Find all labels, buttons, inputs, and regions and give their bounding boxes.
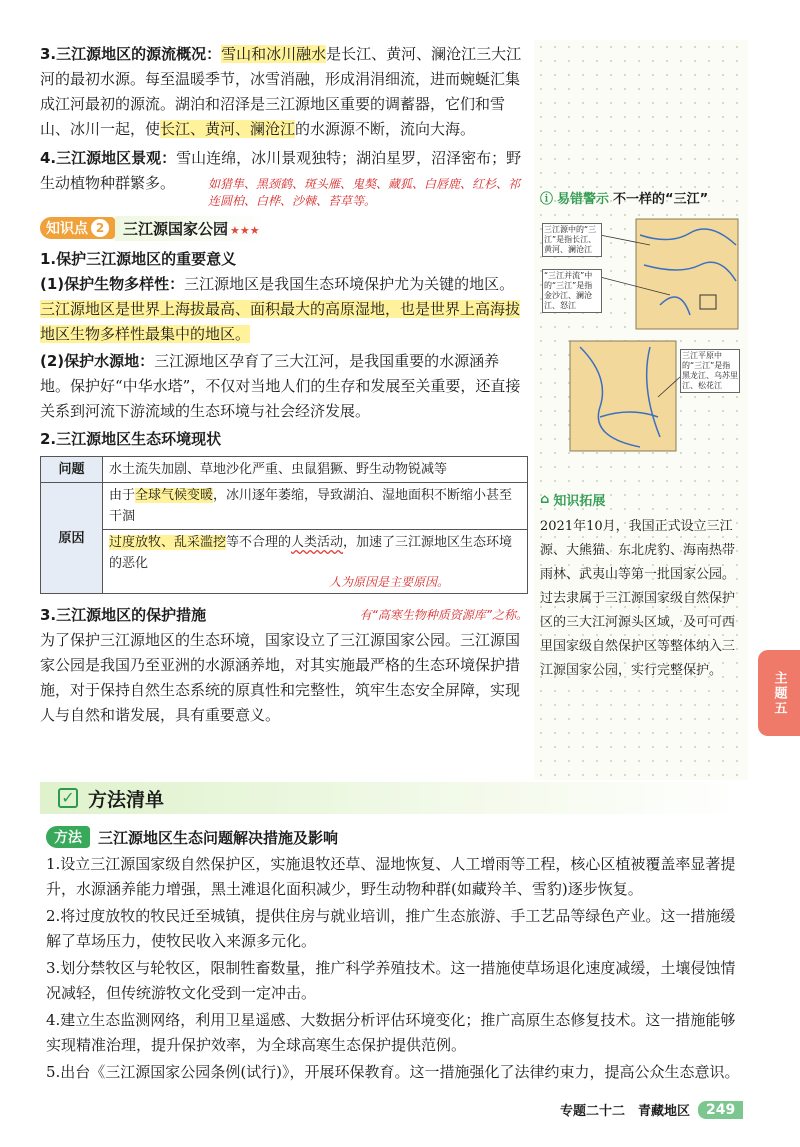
page-number: 249 [698, 1101, 743, 1119]
paragraph-protection-measures: 为了保护三江源地区的生态环境，国家设立了三江源国家公园。三江源国家公园是我国乃至亚洲的水源涵养地，对其实施最严格的生态环境保护措施，对于保持自然生态系统的原真性和完整性，筑牢生态安全屏障，实现人与自然和谐发展，具有重要意义。 [40, 631, 521, 724]
table-row [41, 457, 528, 483]
list-item: 1.设立三江源国家级自然保护区，实施退牧还草、湿地恢复、人工增雨等工程，核心区植被覆盖率显著提升，水源涵养能力增强，黑土滩退化面积减少，野生动物种群(如藏羚羊、雪豹)逐步恢复。 [46, 855, 736, 898]
method-subheader [46, 826, 338, 848]
body-text: 雪山连绵，冰川景观独特；湖泊星罗，沼泽密布；野生动植物种群繁多。 [40, 149, 522, 192]
cell-text: 等不合理的 [226, 535, 292, 550]
list-item: 2.将过度放牧的牧民迁至城镇，提供住房与就业培训，推广生态旅游、手工艺品等绿色产业。这一措施缓解了草场压力，使牧民收入来源多元化。 [46, 907, 736, 950]
section-title: 2.三江源地区生态环境现状 [40, 430, 222, 448]
paragraph-source-overview [40, 42, 528, 142]
method-items [46, 852, 746, 1087]
handwritten-note-human-cause: 人为原因是主要原因。 [329, 575, 450, 589]
knowledge-point-title-text: 三江源国家公园 [123, 219, 229, 238]
footer-section-title: 专题二十二 青藏地区 [560, 1104, 691, 1119]
cell-text: 由于 [109, 488, 136, 503]
knowledge-point-tag-label: 知识点 [46, 221, 88, 237]
knowledge-extension-box [540, 490, 744, 683]
extension-icon: ⌂ [540, 492, 550, 507]
cell-text: ，冰川逐年萎缩，导致湖泊、湿地面积不断缩小甚至干涸 [109, 488, 513, 524]
paragraph-label: (1)保护生物多样性： [40, 275, 185, 293]
highlight-text: 三江源地区是世界上海拔最高、面积最大的高原湿地，也是世界上高海拔地区生物多样性最集中的地区。 [40, 300, 521, 343]
highlight-text: 雪山和冰川融水 [221, 45, 327, 63]
main-column [40, 42, 528, 730]
paragraph-label: (2)保护水源地： [40, 352, 155, 370]
paragraph-label: 3.三江源地区的源流概况： [40, 45, 222, 63]
method-tag: 方法 [46, 826, 90, 848]
section-header-row [40, 602, 528, 628]
knowledge-point-tag [40, 217, 115, 239]
table-header: 问题 [41, 457, 103, 483]
status-table [40, 456, 528, 594]
paragraph-water-source [40, 349, 528, 424]
side-column [534, 40, 748, 780]
star-rating: ★★★ [230, 223, 260, 237]
extension-text: 2021年10月，我国正式设立三江源、大熊猫、东北虎豹、海南热带雨林、武夷山等第一批国家公园。过去隶属于三江源国家级自然保护区的三大江河源头区域，及可可西里国家级自然保护区等整体纳入三江源国家公园，实行完整保护。 [540, 519, 736, 678]
theme-tab[interactable]: 主题五 [758, 650, 800, 736]
paragraph-label: 4.三江源地区景观： [40, 149, 177, 167]
warning-title: 不一样的“三江” [613, 192, 709, 207]
extension-tag: 知识拓展 [553, 494, 606, 509]
underlined-text: 人类活动 [291, 535, 344, 550]
body-text: 是长江、黄河、澜沧江三大江河的最初水源。每至温暖季节，冰雪消融，形成涓涓细流，进而蜿蜒汇集成江河最初的源流。湖泊和沼泽是三江源地区重要的调蓄器，它们和雪山、冰川一起，使 [40, 45, 522, 138]
method-title: 三江源地区生态问题解决措施及影响 [98, 828, 339, 847]
section-title: 3.三江源地区的保护措施 [40, 606, 207, 624]
table-row [41, 530, 528, 594]
list-item: 4.建立生态监测网络，利用卫星遥感、大数据分析评估环境变化；推广高原生态修复技术。这一措施能够实现精准治理，提升保护效率，为全球高寒生态保护提供范例。 [46, 1011, 736, 1054]
map-three-rivers-plain [540, 337, 740, 455]
handwritten-note-species: 如猎隼、黑颈鹤、斑头雁、鬼獒、藏狐、白唇鹿、红杉、祁连圆柏、白桦、沙棘、苔草等。 [208, 177, 521, 208]
list-item: 3.划分禁牧区与轮牧区，限制牲畜数量，推广科学养殖技术。这一措施使草场退化速度减缓，土壤侵蚀情况减轻，但传统游牧文化受到一定冲击。 [46, 959, 736, 1002]
table-row [41, 483, 528, 530]
page-footer [560, 1100, 743, 1119]
map-label: “三江并流”中的“三江”是指金沙江、澜沧江、怒江 [542, 269, 602, 313]
knowledge-point-title [115, 216, 268, 241]
map-label: 三江源中的“三江”是指长江、黄河、澜沧江 [542, 223, 602, 257]
section-title: 1.保护三江源地区的重要意义 [40, 250, 237, 268]
table-cell [103, 530, 528, 594]
table-cell [103, 483, 528, 530]
body-text: 三江源地区是我国生态环境保护尤为关键的地区。 [184, 275, 515, 293]
method-list-bar [40, 782, 748, 814]
highlight-text: 长江、黄河、澜沧江 [160, 120, 296, 138]
highlight-text: 全球气候变暖 [135, 488, 214, 503]
list-item: 5.出台《三江源国家公园条例(试行)》，开展环保教育。这一措施强化了法律约束力，提高公众生态意识。 [46, 1063, 740, 1081]
checkbox-icon: ✓ [58, 788, 78, 808]
knowledge-point-header [40, 216, 528, 240]
knowledge-point-number: 2 [91, 219, 109, 237]
paragraph-biodiversity [40, 272, 528, 347]
table-header: 原因 [41, 483, 103, 594]
warning-tag: 易错警示 [557, 192, 610, 207]
handwritten-note-germplasm: 有“高寒生物种质资源库”之称。 [359, 607, 528, 622]
warning-header [540, 188, 744, 207]
warning-icon: ⓘ [540, 192, 554, 207]
map-label: 三江平原中的“三江”是指黑龙江、乌苏里江、松花江 [680, 349, 740, 393]
highlight-text: 过度放牧、乱采滥挖 [109, 535, 227, 550]
warning-box [540, 188, 744, 455]
method-list-title: 方法清单 [88, 788, 165, 811]
body-text: 的水源源不断，流向大海。 [295, 120, 476, 138]
map-three-rivers-source [540, 215, 740, 333]
table-cell: 水土流失加剧、草地沙化严重、虫鼠猖獗、野生动物锐减等 [103, 457, 528, 483]
extension-header [540, 490, 744, 509]
cell-text: ，加速了三江源地区生态环境的恶化 [109, 535, 513, 571]
body-text: 三江源地区孕育了三大江河，是我国重要的水源涵养地。保护好“中华水塔”，不仅对当地人们的生存和发展至关重要，还直接关系到河流下游流域的生态环境与社会经济发展。 [40, 352, 521, 420]
